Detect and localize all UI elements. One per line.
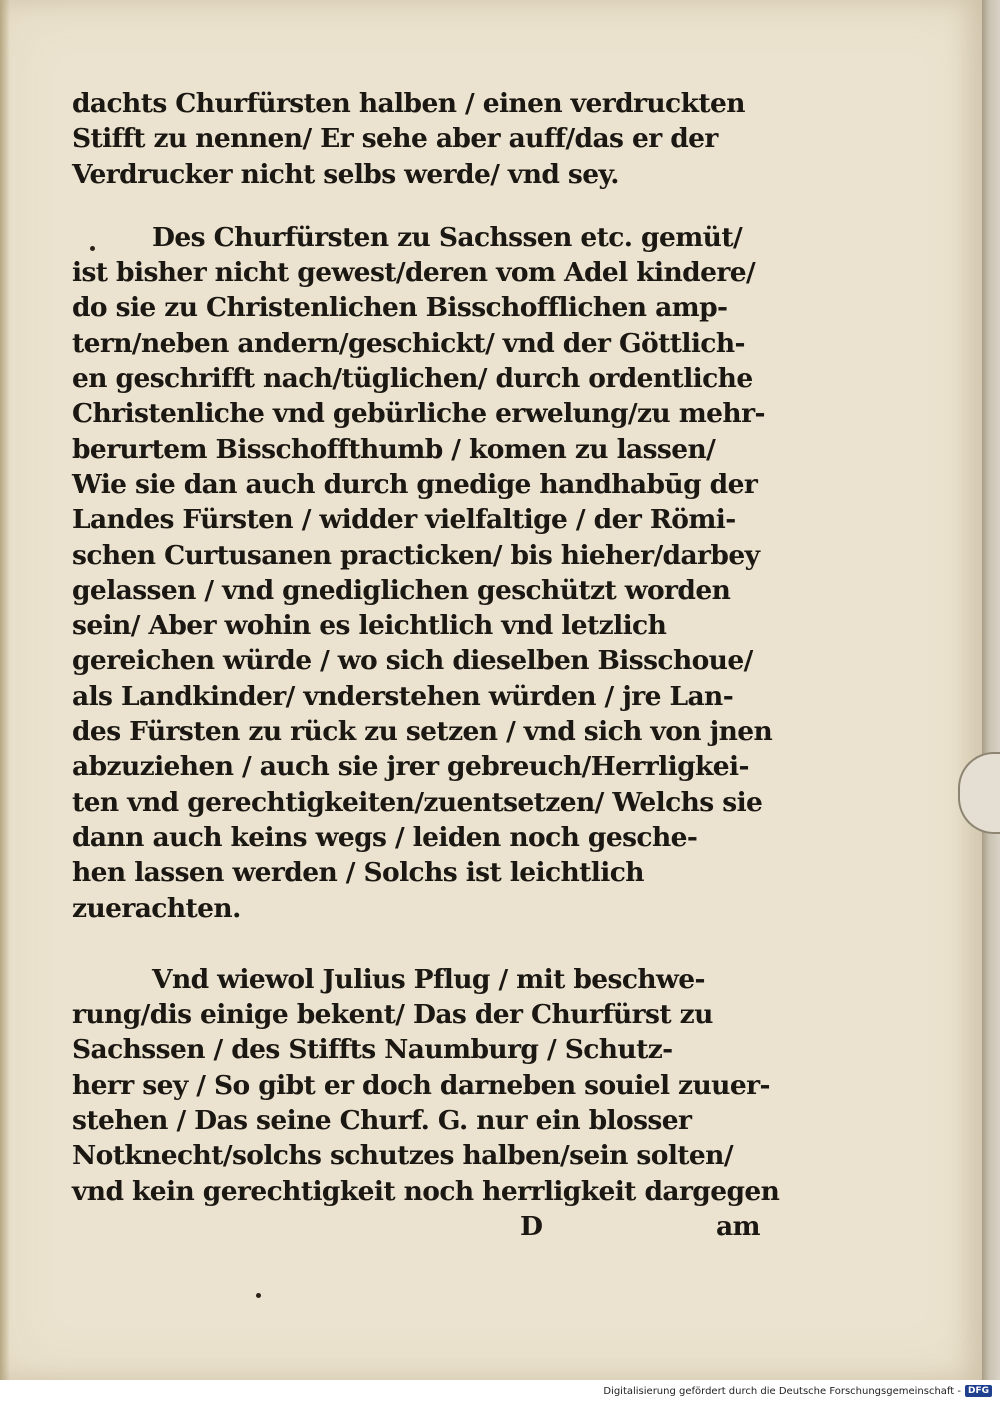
text-line: hen lassen werden / Solchs ist leichtlich bbox=[72, 857, 644, 889]
text-line: Wie sie dan auch durch gnedige handhabūg der bbox=[72, 468, 758, 500]
paragraph-2 bbox=[72, 220, 772, 926]
text-line: do sie zu Christenlichen Bisschofflichen amp- bbox=[72, 292, 728, 324]
catchword: am bbox=[715, 1210, 760, 1242]
page-text bbox=[72, 86, 780, 1249]
text-line: berurtem Bisschoffthumb / komen zu lassen/ bbox=[72, 433, 716, 465]
text-line: ten vnd gerechtigkeiten/zuentsetzen/ Welchs sie bbox=[72, 786, 763, 818]
text-line: gelassen / vnd gnediglichen geschützt worden bbox=[72, 574, 731, 606]
digitization-footer bbox=[0, 1380, 1000, 1402]
text-line: dachts Churfürsten halben / einen verdruckten bbox=[72, 88, 745, 119]
footer-credit-text: Digitalisierung gefördert durch die Deutsche Forschungsgemeinschaft - bbox=[603, 1385, 961, 1397]
page-foot-marks bbox=[72, 1209, 772, 1249]
text-line: abzuziehen / auch sie jrer gebreuch/Herrligkei- bbox=[72, 751, 749, 783]
text-line: sein/ Aber wohin es leichtlich vnd letzlich bbox=[72, 610, 667, 642]
text-line: Christenliche vnd gebürliche erwelung/zu mehr- bbox=[72, 398, 765, 430]
text-line: rung/dis einige bekent/ Das der Churfürst zu bbox=[72, 999, 713, 1031]
text-line: Landes Fürsten / widder vielfaltige / der Römi- bbox=[72, 504, 736, 536]
paragraph-3 bbox=[72, 962, 780, 1209]
text-line: stehen / Das seine Churf. G. nur ein blosser bbox=[72, 1105, 692, 1137]
text-line: Stifft zu nennen/ Er sehe aber auff/das er der bbox=[72, 123, 718, 155]
text-line: Sachssen / des Stiffts Naumburg / Schutz- bbox=[72, 1034, 673, 1066]
text-line: des Fürsten zu rück zu setzen / vnd sich von jnen bbox=[72, 716, 773, 748]
dfg-logo-icon: DFG bbox=[965, 1385, 992, 1397]
signature-mark: D bbox=[520, 1210, 543, 1242]
text-line: als Landkinder/ vnderstehen würden / jre Lan- bbox=[72, 680, 734, 712]
text-line: ist bisher nicht gewest/deren vom Adel kindere/ bbox=[72, 257, 756, 289]
text-line: Des Churfürsten zu Sachssen etc. gemüt/ bbox=[152, 221, 743, 253]
text-line: dann auch keins wegs / leiden noch gesche- bbox=[72, 821, 698, 853]
page-stack-edge bbox=[982, 0, 1000, 1380]
text-line: tern/neben andern/geschickt/ vnd der Göttlich- bbox=[72, 327, 745, 359]
text-line: gereichen würde / wo sich dieselben Bisschoue/ bbox=[72, 645, 753, 677]
text-line: zuerachten. bbox=[72, 892, 241, 924]
text-line: Notknecht/solchs schutzes halben/sein solten/ bbox=[72, 1140, 733, 1172]
text-line: en geschrifft nach/tüglichen/ durch ordentliche bbox=[72, 363, 753, 395]
text-line: schen Curtusanen practicken/ bis hieher/darbey bbox=[72, 539, 760, 571]
text-line: Vnd wiewol Julius Pflug / mit beschwe- bbox=[152, 963, 705, 995]
text-line: vnd kein gerechtigkeit noch herrligkeit dargegen bbox=[72, 1175, 780, 1207]
ink-speck bbox=[256, 1293, 261, 1298]
paragraph-1 bbox=[72, 86, 772, 192]
text-line: herr sey / So gibt er doch darneben souiel zuuer- bbox=[72, 1069, 770, 1101]
text-line: Verdrucker nicht selbs werde/ vnd sey. bbox=[72, 158, 619, 190]
page-gutter-shadow bbox=[0, 0, 10, 1380]
